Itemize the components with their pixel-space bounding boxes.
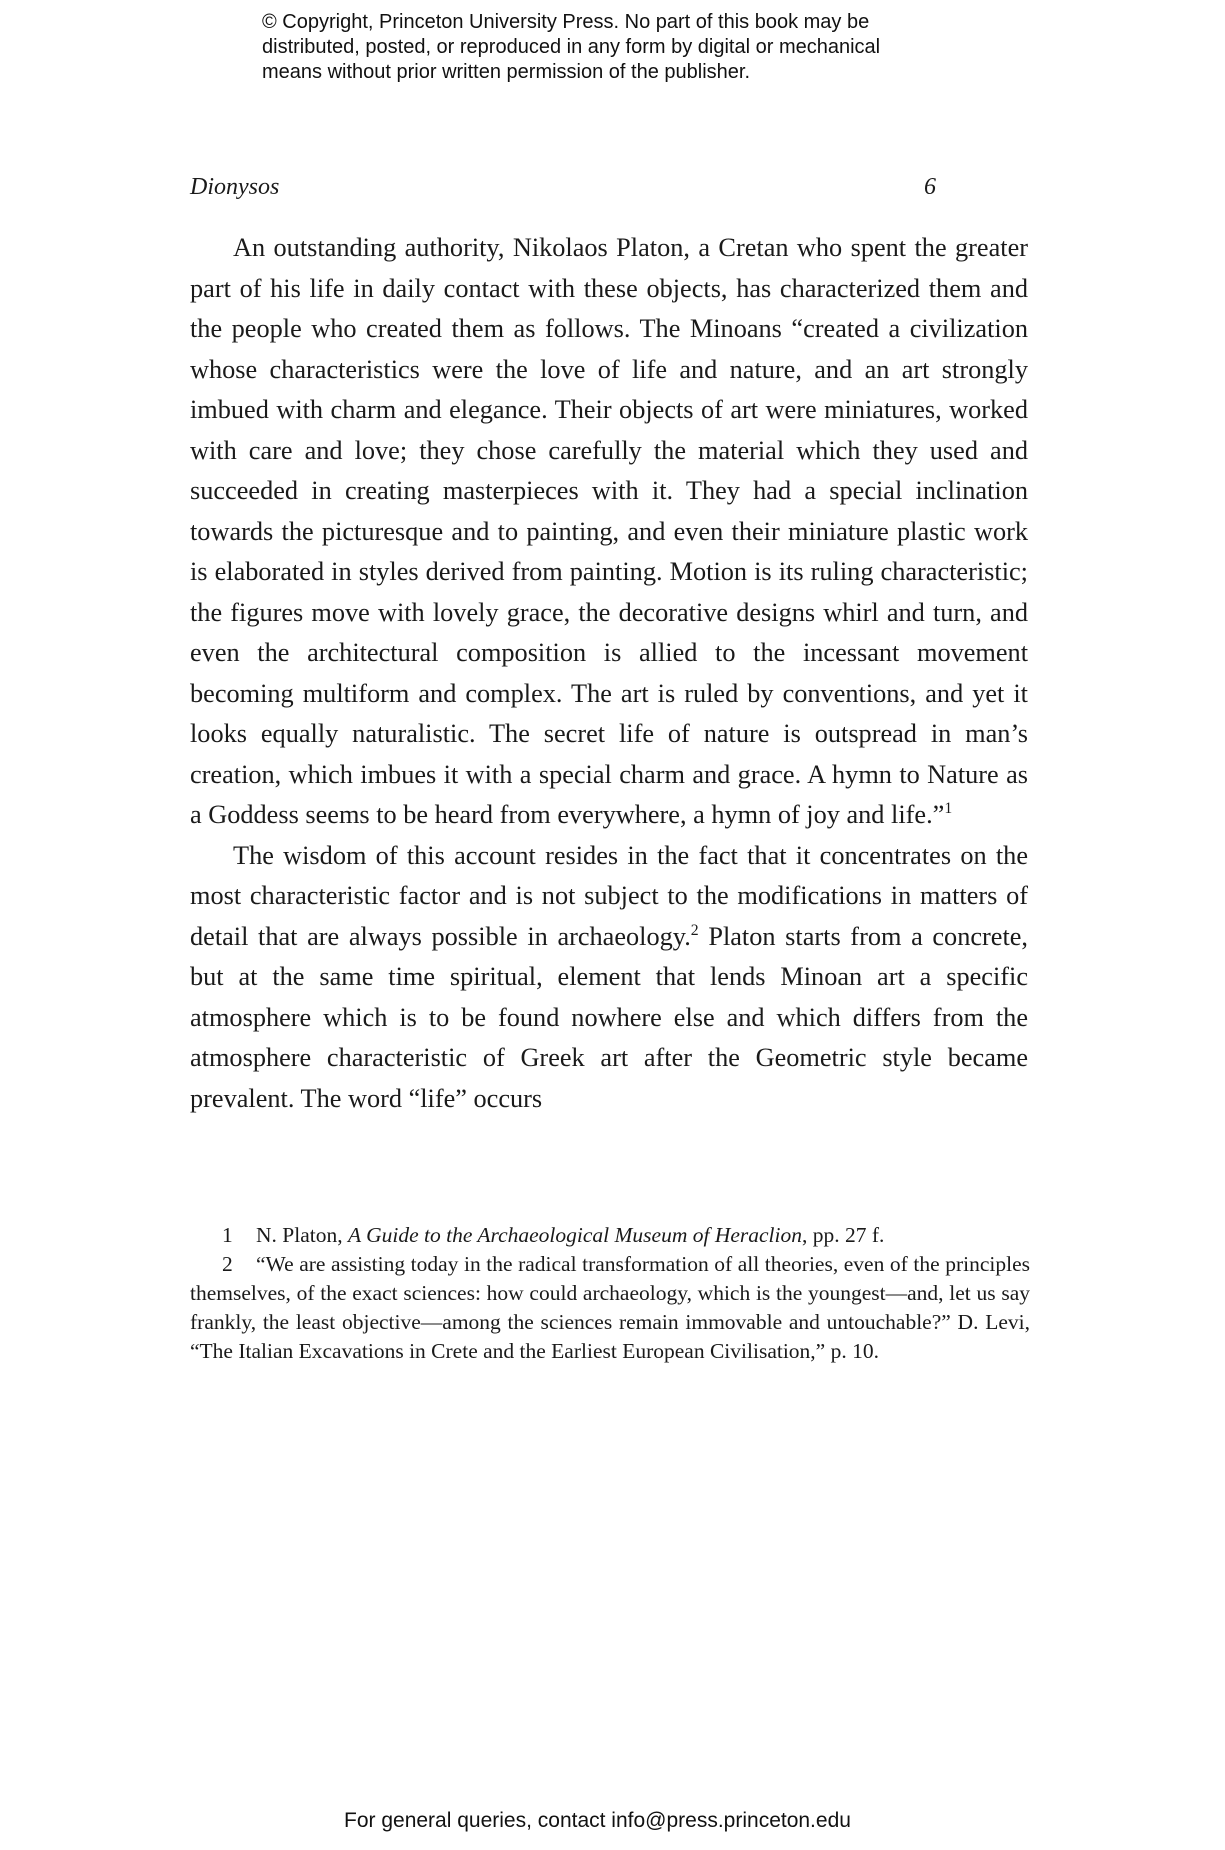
footnote-ref-2: 2 [690, 921, 699, 939]
paragraph [190, 228, 1028, 836]
main-text [190, 228, 1028, 1119]
page-number: 6 [924, 174, 936, 200]
cited-title: A Guide to the Archaeological Museum of Heraclion [347, 1223, 802, 1247]
running-head [190, 174, 940, 206]
footnote-number: 2 [222, 1252, 233, 1276]
footnote-1: 1 N. Platon, A Guide to the Archaeological Museum of Heraclion, pp. 27 f. [190, 1221, 1030, 1250]
footnote-ref-1: 1 [944, 800, 953, 818]
copyright-notice [262, 10, 982, 85]
copyright-line: distributed, posted, or reproduced in any form by digital or mechanical [262, 36, 881, 58]
running-title: Dionysos [190, 174, 280, 200]
footnote-number: 1 [222, 1223, 233, 1247]
footnote-2: 2 “We are assisting today in the radical transformation of all theories, even of the principles themselves, of the exact sciences: how could archaeology, which is the youngest—and, let us say frankly, the least objective—among the sciences remain immovable and untouchable?” D. Levi, “The Italian Excavations in Crete and the Earliest European Civilisation,” p. 10. [190, 1252, 1030, 1363]
copyright-line: © Copyright, Princeton University Press. No part of this book may be [262, 11, 870, 33]
paragraph-text: Platon starts from a concrete, but at the same time spiritual, element that lends Minoan art a specific atmosphere which is to be found nowhere else and which differs from the atmosphere characteristic of Greek art after the Geometric style became prevalent. The word “life” occurs [190, 921, 1028, 1113]
paragraph-text: The wisdom of this account resides in the fact that it concentrates on the most characteristic factor and is not subject to the modifications in matters of detail that are always possible in archaeology. [190, 840, 1028, 951]
paragraph [190, 836, 1028, 1120]
copyright-line: means without prior written permission of the publisher. [262, 61, 751, 83]
footnotes [190, 1221, 1030, 1366]
contact-footer: For general queries, contact info@press.princeton.edu [344, 1809, 851, 1832]
paragraph-text: An outstanding authority, Nikolaos Platon, a Cretan who spent the greater part of his life in daily contact with these objects, has characterized them and the people who created them as follows. The Minoans “created a civilization whose characteristics were the love of life and nature, and an art strongly imbued with charm and elegance. Their objects of art were miniatures, worked with care and love; they chose carefully the material which they used and succeeded in creating masterpieces with it. They had a special inclination towards the picturesque and to painting, and even their miniature plastic work is elaborated in styles derived from painting. Motion is its ruling characteristic; the figures move with lovely grace, the decorative designs whirl and turn, and even the architectural composition is allied to the incessant movement becoming multiform and complex. The art is ruled by conventions, and yet it looks equally naturalistic. The secret life of nature is outspread in man’s creation, which imbues it with a special charm and grace. A hymn to Nature as a Goddess seems to be heard from everywhere, a hymn of joy and life.” [190, 233, 1028, 829]
